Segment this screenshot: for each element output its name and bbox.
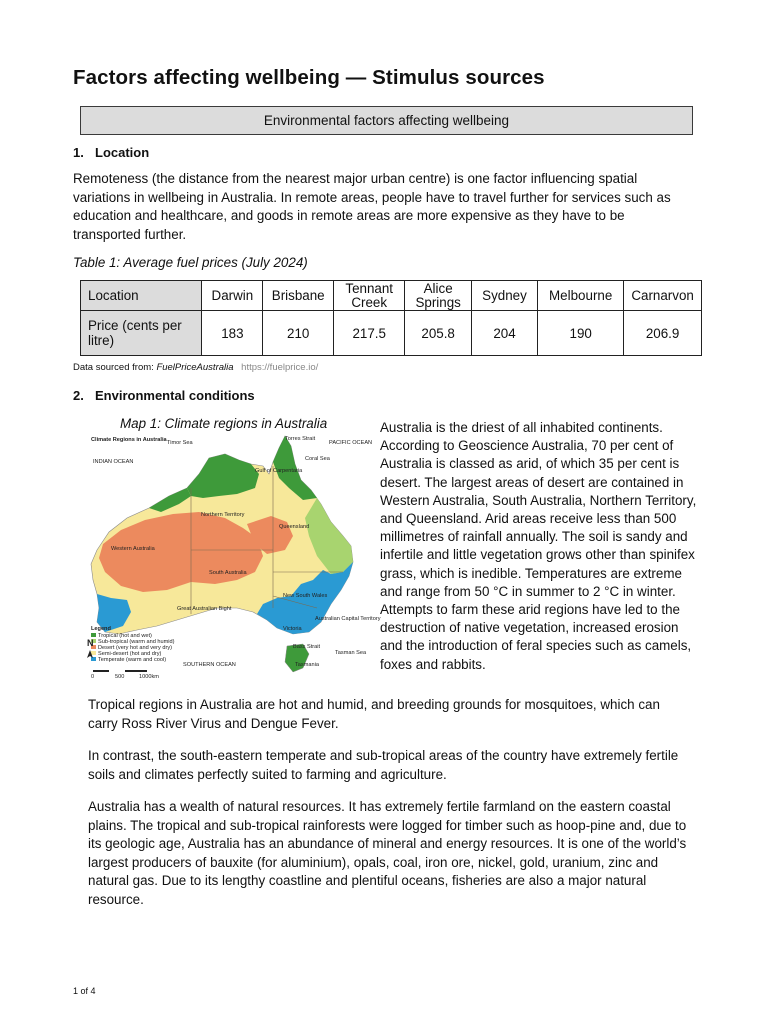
table-header-row (81, 281, 702, 311)
legend-label: Desert (very hot and very dry) (98, 645, 172, 651)
label-torres-strait: Torres Strait (285, 436, 316, 442)
label-tasmania: Tasmania (295, 662, 319, 668)
table-location-cell: Tennant Creek (333, 281, 405, 311)
legend-swatch (91, 651, 96, 655)
legend-title: Legend (91, 626, 111, 632)
section-banner: Environmental factors affecting wellbeing (80, 106, 693, 135)
label-bass-strait: Bass Strait (293, 644, 321, 650)
label-pacific-ocean: PACIFIC OCEAN (329, 440, 373, 446)
map-title: Climate Regions in Australia (91, 437, 167, 443)
north-label: N (87, 638, 94, 648)
label-qld: Queensland (279, 524, 310, 530)
legend-swatch (91, 657, 96, 661)
page-title: Factors affecting wellbeing — Stimulus sources (73, 66, 545, 89)
label-gulf: Gulf of Carpentaria (255, 468, 303, 474)
table-location-cell: Darwin (202, 281, 263, 311)
resources-paragraph: Australia has a wealth of natural resources. It has extremely fertile farmland on the eastern coastal plains. The tropical and sub-tropical rainforests were logged for timber such as hoop-pine and, due to its geologic age, Australia has an abundance of mineral and energy resources. It is one of the world’s largest producers of bauxite (for aluminium), opals, coal, iron ore, nickel, gold, uranium, zinc and natural gas. Due to its lengthy coastline and plentiful oceans, fisheries are also a major natural resource. (88, 799, 687, 907)
table-header-cell: Location (81, 281, 202, 311)
label-timor-sea: Timor Sea (167, 440, 193, 446)
section-1-title: Location (95, 145, 150, 160)
label-southern-ocean: SOUTHERN OCEAN (183, 662, 236, 668)
table-price-cell: 204 (471, 311, 537, 356)
legend-swatch (91, 633, 96, 637)
climate-map (87, 432, 381, 680)
page-number: 1 of 4 (73, 986, 96, 996)
section-1-number: 1. (73, 145, 84, 160)
label-nt: Northern Territory (201, 512, 245, 518)
climate-map-image (87, 432, 381, 680)
table-location-cell: Brisbane (263, 281, 333, 311)
table-price-cell: 210 (263, 311, 333, 356)
scale-label: 500 (115, 674, 125, 680)
legend-label: Semi-desert (hot and dry) (98, 651, 162, 657)
table-location-cell: Alice Springs (405, 281, 471, 311)
label-indian-ocean: INDIAN OCEAN (93, 459, 134, 465)
table-price-cell: 206.9 (624, 311, 702, 356)
table-row-label: Price (cents per litre) (81, 311, 202, 356)
tropical-paragraph: Tropical regions in Australia are hot and humid, and breeding grounds for mosquitoes, which can carry Ross River Virus and Dengue Fever. (88, 697, 660, 731)
legend-label: Tropical (hot and wet) (98, 633, 152, 639)
table-price-cell: 205.8 (405, 311, 471, 356)
arid-paragraph: Australia is the driest of all inhabited continents. According to Geoscience Australia, 70 per cent of Australia is classed as arid, of which 35 per cent is desert. The largest areas of desert are contained in Western Australia, South Australia, Northern Territory, and Queensland. Arid areas receive less than 500 millimetres of rainfall annually. The soil is sandy and infertile and little vegetation grows other than spinifex grass, which is inedible. Temperatures are extreme and range from 50 °C in summer to 2 °C in winter. Attempts to farm these arid regions have led to the destruction of native vegetation, increased erosion and the introduction of feral species such as camels, foxes and rabbits. (380, 420, 697, 672)
table-source (73, 362, 318, 373)
label-vic: Victoria (283, 626, 302, 632)
label-sa: South Australia (209, 570, 247, 576)
label-act: Australian Capital Territory (315, 616, 381, 622)
table-location-cell: Sydney (471, 281, 537, 311)
table-price-cell: 217.5 (333, 311, 405, 356)
table-price-cell: 190 (538, 311, 624, 356)
source-link[interactable]: https://fuelprice.io/ (241, 362, 319, 373)
fuel-price-table (80, 280, 702, 356)
scale-label: 0 (91, 674, 95, 680)
source-name: FuelPriceAustralia (156, 362, 234, 373)
location-paragraph: Remoteness (the distance from the nearest major urban centre) is one factor influencing spatial variations in wellbeing in Australia. In remote areas, people have to travel further for services such as education and healthcare, and goods in remote areas are more expensive as they have to be transported further. (73, 171, 671, 242)
label-bight: Great Australian Bight (177, 606, 232, 612)
table-location-cell: Melbourne (538, 281, 624, 311)
table-location-cell: Carnarvon (624, 281, 702, 311)
label-coral-sea: Coral Sea (305, 456, 330, 462)
source-prefix: Data sourced from: (73, 362, 154, 373)
label-nsw: New South Wales (283, 593, 328, 599)
scale-label: 1000km (139, 674, 159, 680)
section-1-heading (73, 145, 149, 160)
legend-label: Temperate (warm and cool) (98, 657, 167, 663)
table-price-cell: 183 (202, 311, 263, 356)
map-caption: Map 1: Climate regions in Australia (120, 416, 328, 431)
section-2-heading (73, 388, 255, 403)
table-price-row (81, 311, 702, 356)
temperate-paragraph: In contrast, the south-eastern temperate and sub-tropical areas of the country have extremely fertile soils and climates perfectly suited to farming and agriculture. (88, 748, 679, 782)
table-caption: Table 1: Average fuel prices (July 2024) (73, 255, 308, 270)
section-2-title: Environmental conditions (95, 388, 255, 403)
legend-label: Sub-tropical (warm and humid) (98, 639, 175, 645)
section-2-number: 2. (73, 388, 84, 403)
label-wa: Western Australia (111, 546, 155, 552)
label-tasman-sea: Tasman Sea (335, 650, 367, 656)
